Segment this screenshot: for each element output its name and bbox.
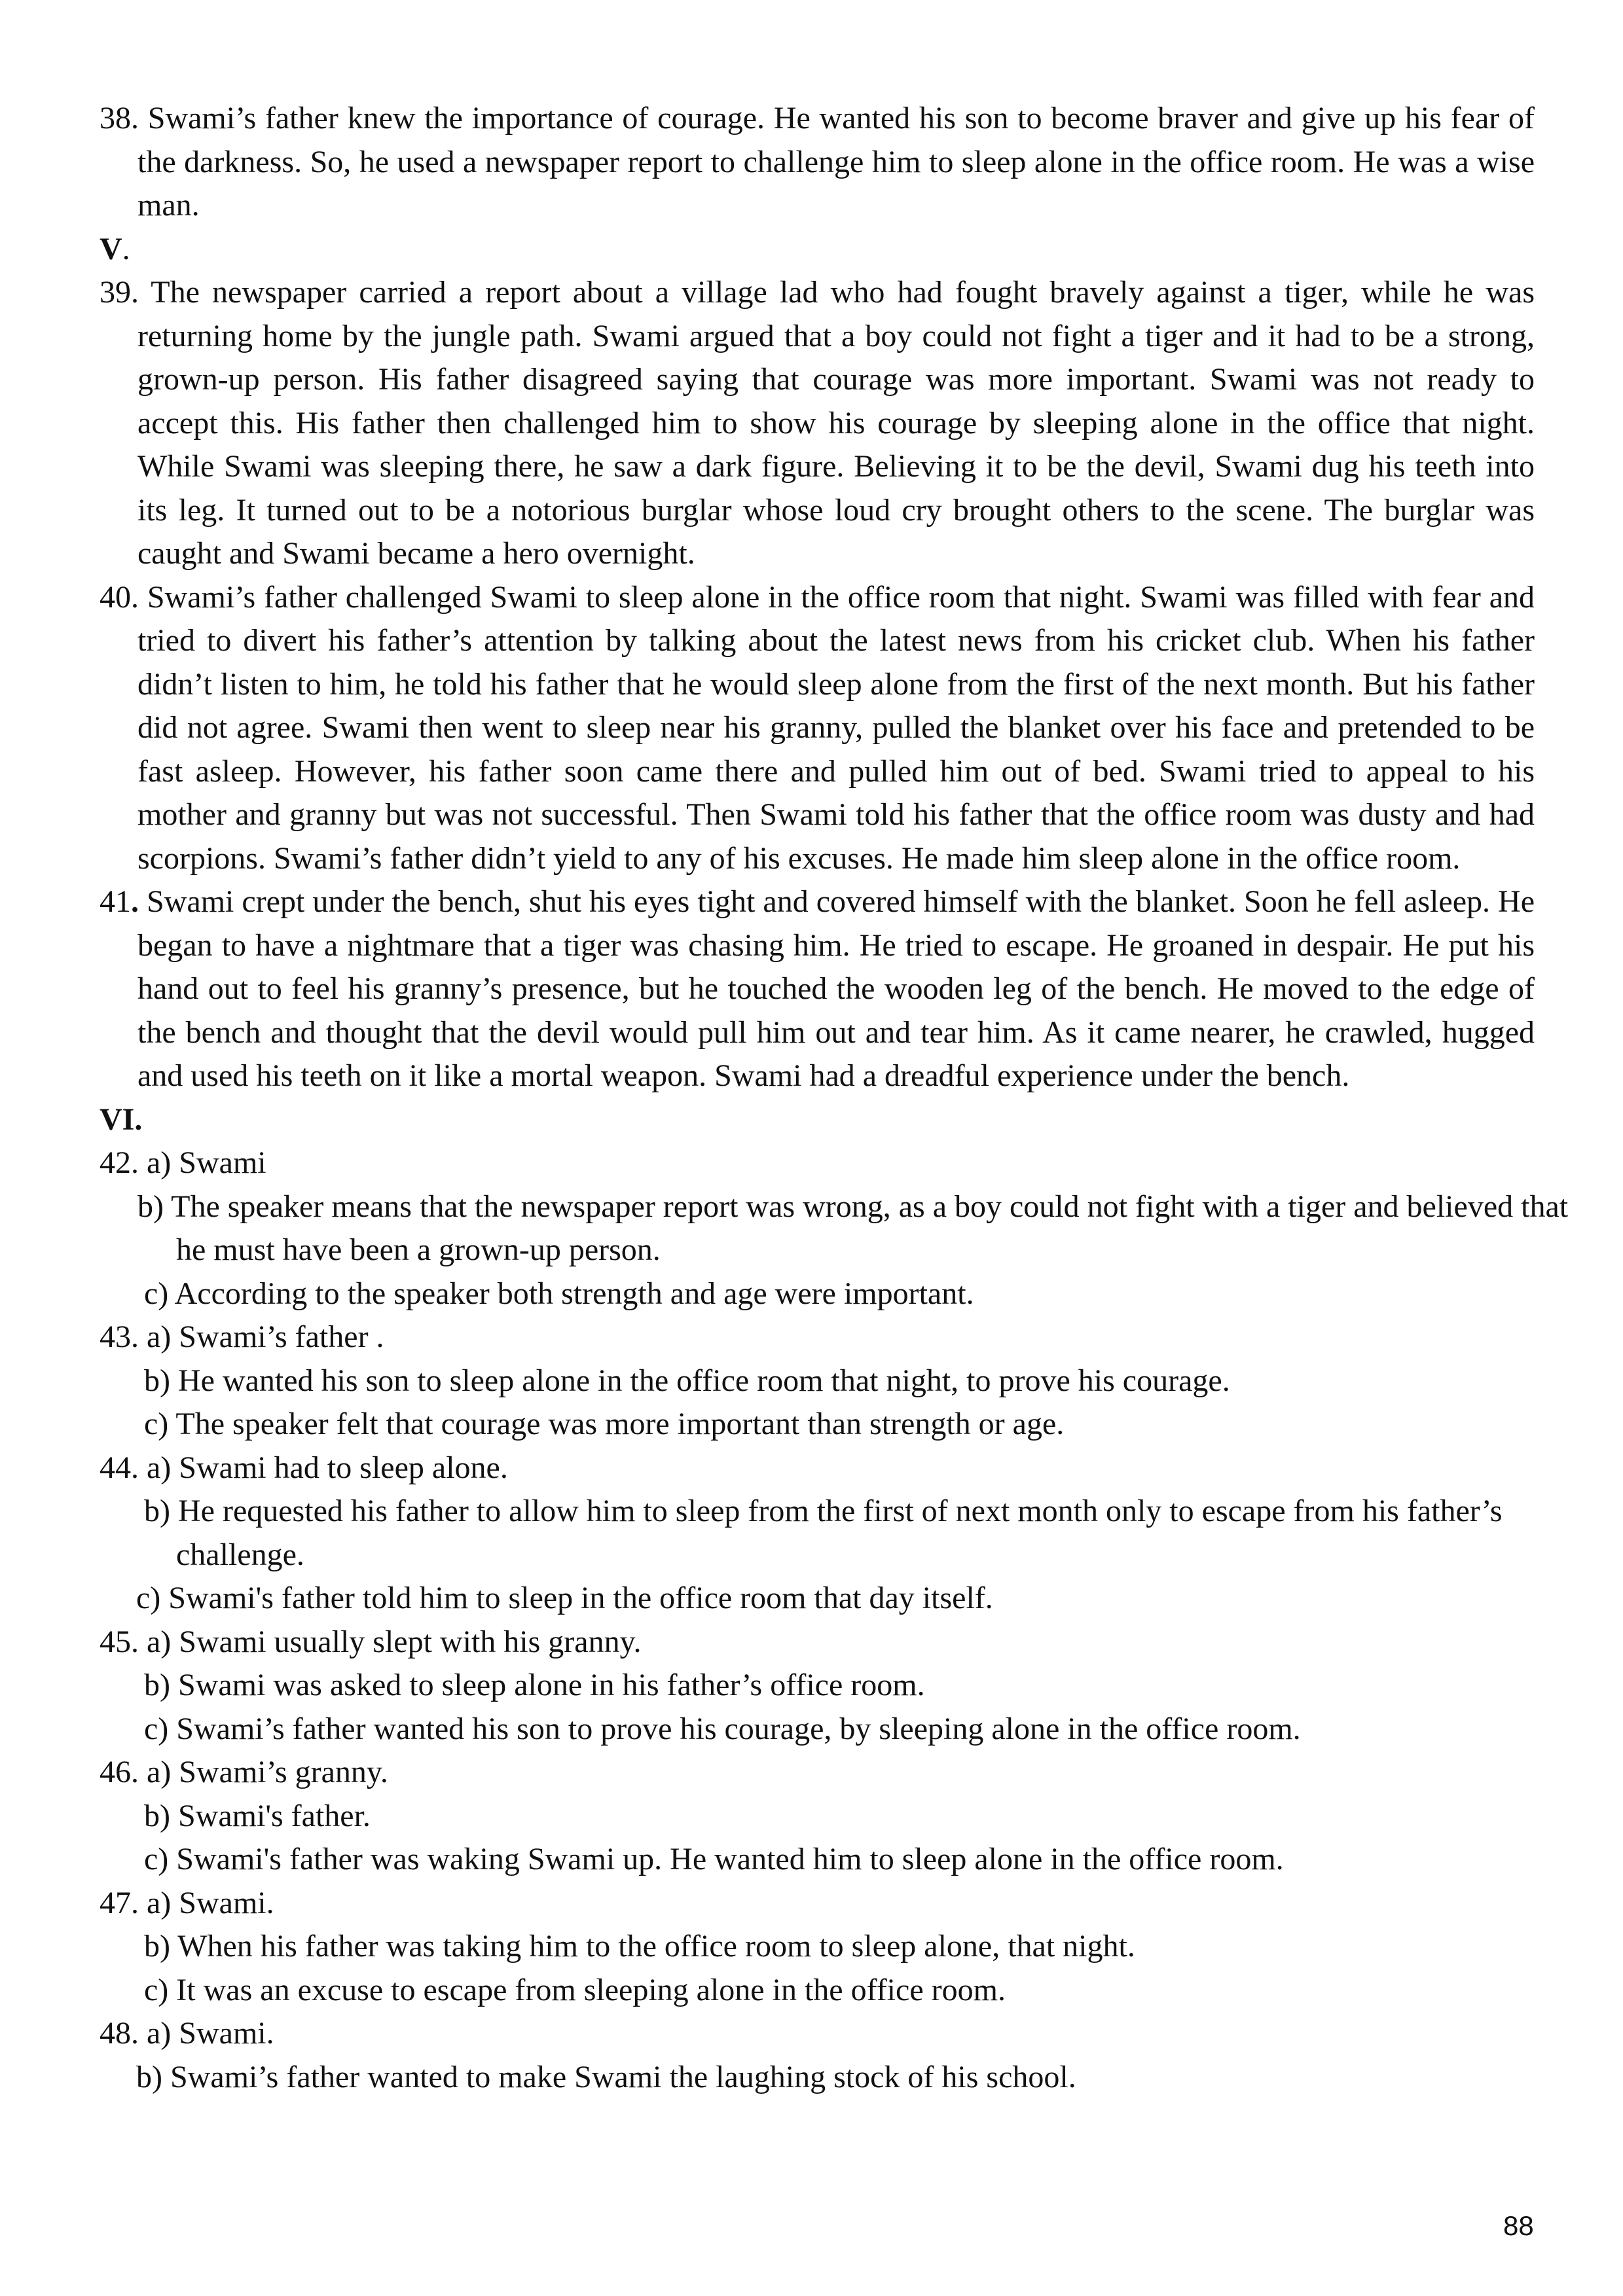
answer-41 (100, 880, 1535, 1098)
answer-47-a: 47. a) Swami. (100, 1885, 274, 1920)
section-v-heading (100, 228, 1535, 272)
answer-42-b: b) The speaker means that the newspaper report was wrong, as a boy could not fight with a tiger and believed that he must have been a grown-up person. (137, 1189, 1569, 1267)
answer-46-a: 46. a) Swami’s granny. (100, 1755, 388, 1789)
section-v-label: V (100, 231, 122, 266)
answer-46-c: c) Swami's father was waking Swami up. He wanted him to sleep alone in the office room. (144, 1842, 1284, 1876)
answer-45-c: c) Swami’s father wanted his son to prove his courage, by sleeping alone in the office room. (144, 1711, 1301, 1746)
answer-43-b: b) He wanted his son to sleep alone in the office room that night, to prove his courage. (144, 1363, 1230, 1398)
answer-42-c: c) According to the speaker both strength and age were important. (144, 1276, 974, 1311)
answer-47 (100, 1882, 1535, 2013)
answer-content (100, 97, 1569, 2099)
answer-39: 39. The newspaper carried a report about a village lad who had fought bravely against a tiger, while he was returning home by the jungle path. Swami argued that a boy could not fight a tiger and it had to be a strong, grown-up person. His father disagreed saying that courage was more important. Swami was not ready to accept this. His father then challenged him to show his courage by sleeping alone in the office that night. While Swami was sleeping there, he saw a dark figure. Believing it to be the devil, Swami dug his teeth into its leg. It turned out to be a notorious burglar whose loud cry brought others to the scene. The burglar was caught and Swami became a hero overnight. (100, 275, 1535, 571)
answer-46-b: b) Swami's father. (144, 1798, 371, 1833)
answer-45-a: 45. a) Swami usually slept with his granny. (100, 1624, 642, 1659)
answer-43-c: c) The speaker felt that courage was more important than strength or age. (144, 1407, 1065, 1441)
answer-46 (100, 1751, 1535, 1882)
answer-44-c: c) Swami's father told him to sleep in the office room that day itself. (136, 1581, 993, 1615)
answer-48-a: 48. a) Swami. (100, 2016, 274, 2051)
answer-40: 40. Swami’s father challenged Swami to sleep alone in the office room that night. Swami was filled with fear and tried to divert his father’s attention by talking about the latest news from his cricket club. When his father didn’t listen to him, he told his father that he would sleep alone from the first of the next month. But his father did not agree. Swami then went to sleep near his granny, pulled the blanket over his face and pretended to be fast asleep. However, his father soon came there and pulled him out of bed. Swami tried to appeal to his mother and granny but was not successful. Then Swami told his father that the office room was dusty and had scorpions. Swami’s father didn’t yield to any of his excuses. He made him sleep alone in the office room. (100, 579, 1535, 876)
answer-48-b: b) Swami’s father wanted to make Swami the laughing stock of his school. (136, 2059, 1076, 2094)
section-vi-heading: VI. (100, 1102, 143, 1137)
answer-43-a: 43. a) Swami’s father . (100, 1319, 384, 1354)
answer-44-b: b) He requested his father to allow him to sleep from the first of next month only to escape from his father’s challenge. (144, 1494, 1503, 1572)
section-v-dot: . (122, 231, 130, 266)
answer-43 (100, 1316, 1535, 1446)
answer-45-b: b) Swami was asked to sleep alone in his father’s office room. (144, 1668, 925, 1702)
answer-42 (100, 1141, 1569, 1316)
answer-38: 38. Swami’s father knew the importance of courage. He wanted his son to become braver and give up his fear of the darkness. So, he used a newspaper report to challenge him to sleep alone in the office room. He was a wise man. (100, 101, 1535, 223)
answer-45 (100, 1621, 1535, 1751)
answer-41-dot: . (131, 884, 139, 919)
answer-44-a: 44. a) Swami had to sleep alone. (100, 1450, 508, 1485)
answer-47-c: c) It was an excuse to escape from sleeping alone in the office room. (144, 1972, 1006, 2007)
answer-47-b: b) When his father was taking him to the office room to sleep alone, that night. (144, 1929, 1135, 1964)
page-number: 88 (1503, 2210, 1534, 2241)
answer-41-number: 41 (100, 884, 131, 919)
answer-48 (100, 2012, 1535, 2099)
answer-42-a: 42. a) Swami (100, 1145, 266, 1180)
answer-44 (100, 1446, 1535, 1621)
answer-41-text: Swami crept under the bench, shut his eyes tight and covered himself with the blanket. Soon he fell asleep. He began to have a nightmare that a tiger was chasing him. He tried to escape. He groaned in despair. He put his hand out to feel his granny’s presence, but he touched the wooden leg of the bench. He moved to the edge of the bench and thought that the devil would pull him out and tear him. As it came nearer, he crawled, hugged and used his teeth on it like a mortal weapon. Swami had a dreadful experience under the bench. (137, 884, 1535, 1093)
